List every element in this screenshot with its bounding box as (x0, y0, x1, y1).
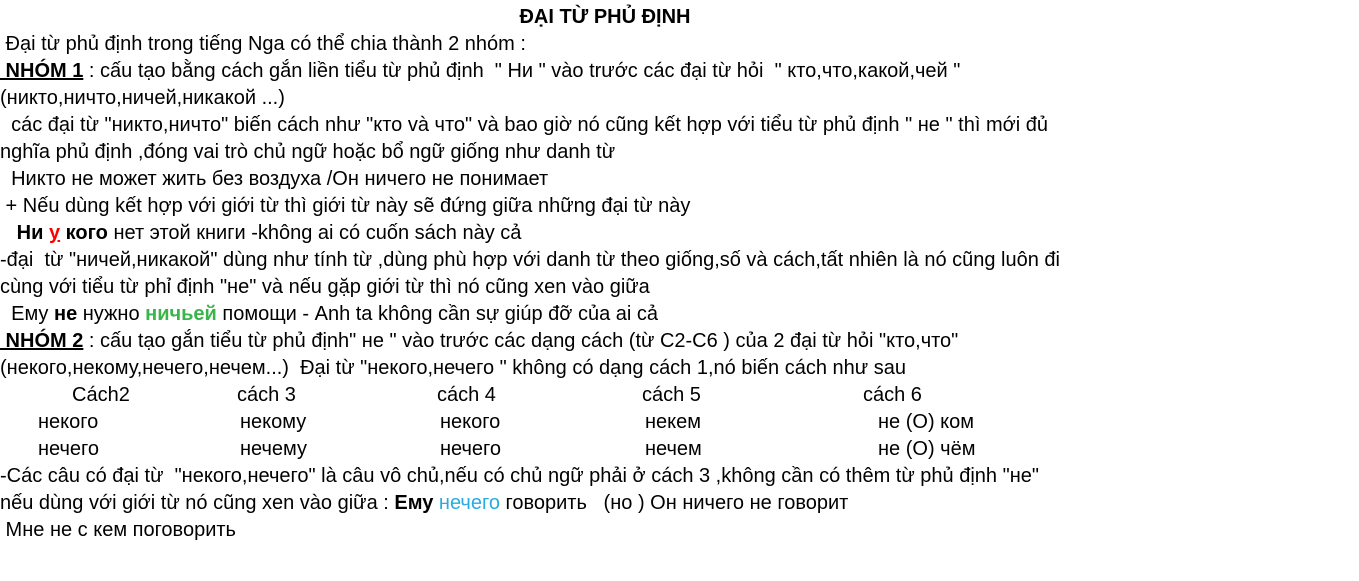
text-segment: нет этой книги -không ai có cuốn sách này cả (107, 222, 522, 244)
table-cell: некем (645, 411, 702, 433)
text-segment: помощи - Anh ta không cần sự giúp đỡ của ai cả (216, 303, 658, 325)
text-segment: : cấu tạo gắn tiểu từ phủ định" не " vào trước các dạng cách (từ C2-C6 ) của 2 đại từ hỏi "кто,что" (83, 330, 959, 352)
table-cell: некого (440, 411, 501, 433)
text-line (0, 301, 1359, 328)
text-line (0, 193, 1359, 220)
text-line (0, 463, 1359, 490)
text-line (0, 517, 1359, 544)
table-cell: некому (240, 411, 307, 433)
table-header-cell: cách 5 (642, 384, 701, 406)
text-segment: nghĩa phủ định ,đóng vai trò chủ ngữ hoặc bổ ngữ giống như danh từ (0, 141, 616, 163)
case-table (0, 382, 1359, 463)
text-segment: NHÓM 2 (0, 330, 84, 352)
text-segment: Ни (16, 222, 49, 244)
text-segment: NHÓM 1 (0, 60, 84, 82)
text-segment: (никто,ничто,ничей,никакой ...) (0, 87, 285, 109)
text-segment: -đại từ "ничей,никакой" dùng như tính từ ,dùng phù hợp với danh từ theo giống,số và cách,tất nhiên là nó cũng luôn đi (0, 249, 1060, 271)
table-cell: нечему (240, 438, 308, 460)
text-line (0, 247, 1359, 274)
text-line (0, 112, 1359, 139)
table-cell: не (О) ком (878, 411, 975, 433)
text-segment: Никто не может жить без воздуха /Он ничего не понимает (0, 168, 549, 190)
text-line (0, 85, 1359, 112)
table-cell: некого (38, 411, 99, 433)
text-segment: не (53, 303, 78, 325)
text-line (0, 490, 1359, 517)
table-header-cell: Cách2 (72, 384, 130, 406)
text-segment: Мне не с кем поговорить (0, 519, 236, 541)
table-header-row (0, 382, 1359, 409)
text-segment (0, 222, 17, 244)
text-segment: нужно (77, 303, 146, 325)
paragraphs-top (0, 31, 1359, 382)
text-line (0, 139, 1359, 166)
text-segment: + Nếu dùng kết hợp với giới từ thì giới từ này sẽ đứng giữa những đại từ này (0, 195, 691, 217)
text-segment: nếu dùng với giới từ nó cũng xen vào giữa : (0, 492, 395, 514)
text-line (0, 355, 1359, 382)
text-segment: кого (60, 222, 108, 244)
text-segment: các đại từ "никто,ничто" biến cách như "кто và что" và bao giờ nó cũng kết hợp với tiểu từ phủ định " не " thì mới đủ (0, 114, 1048, 136)
text-line (0, 166, 1359, 193)
table-header-cell: cách 3 (237, 384, 296, 406)
text-line (0, 220, 1359, 247)
table-row (0, 436, 1359, 463)
text-segment: : cấu tạo bằng cách gắn liền tiểu từ phủ định " Ни " vào trước các đại từ hỏi " кто,что,какой,чей " (83, 60, 961, 82)
red-highlight-text: у (48, 222, 61, 244)
text-line (0, 328, 1359, 355)
text-line (0, 274, 1359, 301)
green-highlight-text: ничьей (145, 303, 217, 325)
blue-highlight-text: нечего (438, 492, 500, 514)
paragraphs-bottom (0, 463, 1359, 544)
text-segment: говорить (но ) Он ничего не говорит (499, 492, 849, 514)
page-title: ĐẠI TỪ PHỦ ĐỊNH (519, 6, 691, 28)
table-cell: нечем (645, 438, 702, 460)
table-cell: нечего (440, 438, 502, 460)
text-segment: -Các câu có đại từ "некого,нечего" là câu vô chủ,nếu có chủ ngữ phải ở cách 3 ,không cần có thêm từ phủ định "не" (0, 465, 1039, 487)
table-header-cell: cách 4 (437, 384, 496, 406)
text-segment: cùng với tiểu từ phỉ định "не" và nếu gặp giới từ thì nó cũng xen vào giữa (0, 276, 650, 298)
table-row (0, 409, 1359, 436)
text-segment: (некого,некому,нечего,нечем...) Đại từ "некого,нечего " không có dạng cách 1,nó biến cách như sau (0, 357, 906, 379)
table-cell: нечего (38, 438, 100, 460)
table-cell: не (О) чём (878, 438, 976, 460)
text-segment: Ему (0, 303, 54, 325)
text-segment: Ему (394, 492, 434, 514)
text-line (0, 31, 1359, 58)
text-line (0, 58, 1359, 85)
text-segment: Đại từ phủ định trong tiếng Nga có thể chia thành 2 nhóm : (0, 33, 526, 55)
table-header-cell: cách 6 (863, 384, 922, 406)
